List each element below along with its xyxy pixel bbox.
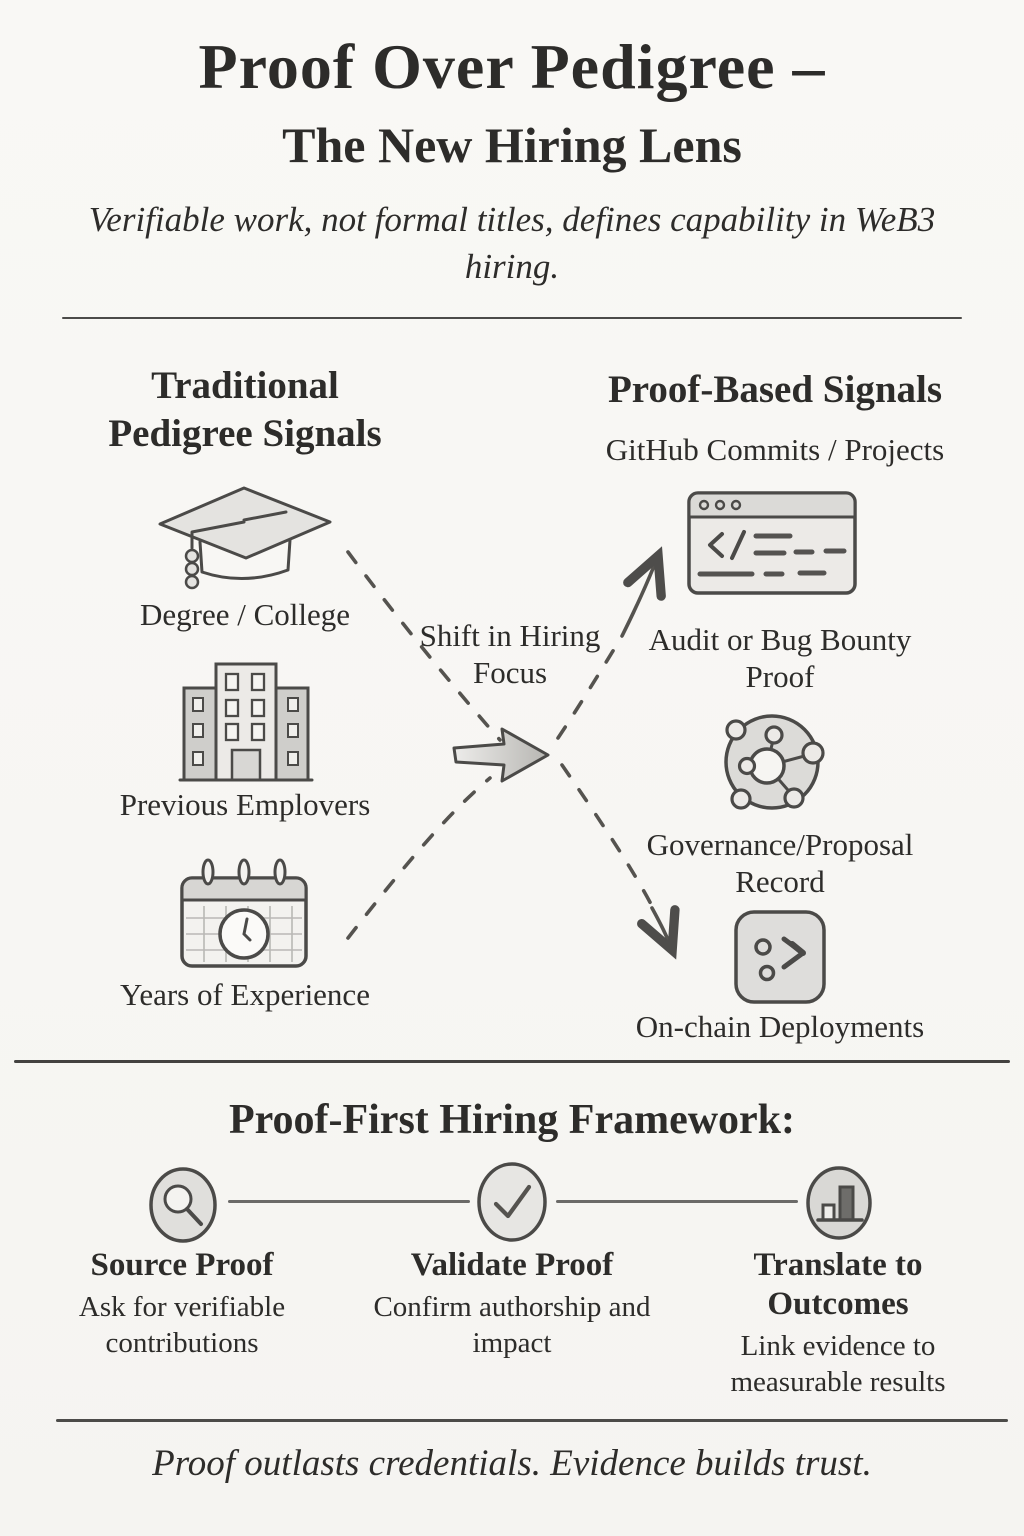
degree-label: Degree / College	[139, 597, 351, 632]
onchain-deployments-label: On-chain Deployments	[635, 1009, 925, 1044]
bar-chart-icon	[806, 1166, 872, 1240]
framework-heading: Proof-First Hiring Framework:	[228, 1097, 796, 1143]
traditional-heading: Traditional Pedigree Signals	[108, 364, 382, 455]
previous-employers-label: Previous Emplovers	[119, 787, 371, 822]
governance-record-label: Governance/Proposal Record	[646, 827, 914, 899]
framework-step-translate	[698, 1246, 978, 1400]
step-title: Translate to Outcomes	[753, 1247, 923, 1322]
footer-tagline: Proof outlasts credentials. Evidence builds trust.	[152, 1443, 872, 1484]
framework-connector	[228, 1200, 470, 1203]
step-title: Validate Proof	[410, 1247, 614, 1283]
step-description: Ask for verifiable contributions	[78, 1290, 286, 1360]
audit-bounty-label: Audit or Bug Bounty Proof	[648, 622, 912, 694]
divider-bottom	[56, 1419, 1008, 1422]
step-description: Link evidence to measurable results	[730, 1329, 946, 1399]
framework-connector	[556, 1200, 798, 1203]
step-title: Source Proof	[90, 1247, 274, 1283]
magnifier-icon	[148, 1166, 218, 1244]
page-subtitle: Verifiable work, not formal titles, defines capability in WeB3 hiring.	[88, 200, 936, 287]
page-title: Proof Over Pedigree –	[198, 31, 826, 102]
page-title-line2: The New Hiring Lens	[282, 117, 742, 173]
proof-based-heading: Proof-Based Signals	[607, 368, 943, 411]
years-experience-label: Years of Experience	[120, 977, 370, 1012]
step-description: Confirm authorship and impact	[373, 1290, 651, 1360]
shift-focus-label: Shift in Hiring Focus	[419, 618, 601, 690]
framework-step-source	[42, 1246, 322, 1361]
framework-step-validate	[362, 1246, 662, 1361]
checkmark-icon	[477, 1162, 547, 1242]
divider-middle	[14, 1060, 1010, 1063]
github-commits-label: GitHub Commits / Projects	[605, 432, 945, 467]
